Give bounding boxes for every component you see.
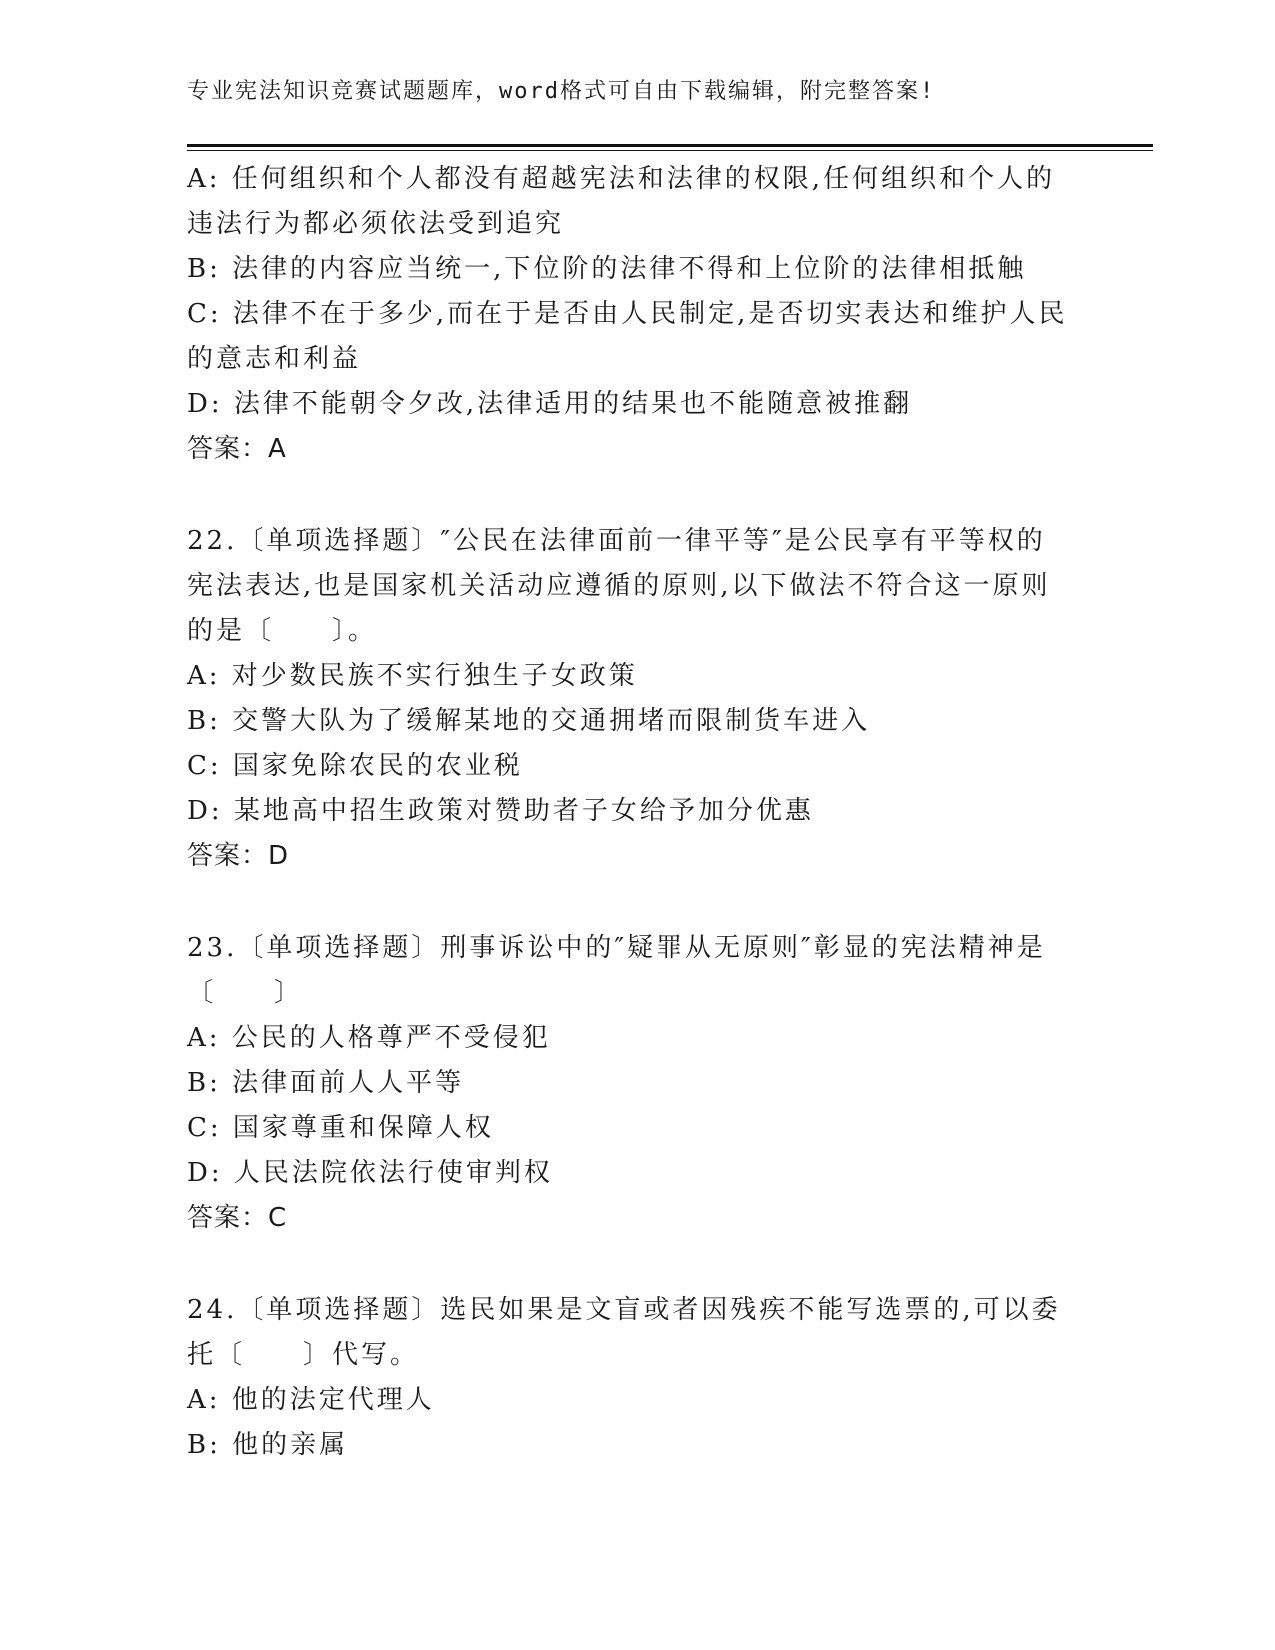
question-stem-line-1: 22.〔单项选择题〕″公民在法律面前一律平等″是公民享有平等权的: [187, 526, 1046, 556]
question-stem-line-2: 托〔 〕代写。: [187, 1340, 420, 1370]
spacer: [187, 1241, 1087, 1288]
option-c: C: 国家尊重和保障人权: [187, 1113, 494, 1143]
header-rule-thin: [187, 150, 1153, 151]
option-a: A: 对少数民族不实行独生子女政策: [187, 661, 638, 691]
answer: 答案：C: [187, 1203, 288, 1233]
spacer: [187, 472, 1087, 519]
option-a: A: 他的法定代理人: [187, 1385, 435, 1415]
option-a-line-2: 违法行为都必须依法受到追究: [187, 209, 565, 239]
question-stem-line-2: 〔 〕: [187, 978, 304, 1008]
page-header: 专业宪法知识竞赛试题题库，word格式可自由下载编辑，附完整答案!: [187, 79, 936, 104]
option-b: B: 交警大队为了缓解某地的交通拥堵而限制货车进入: [187, 706, 871, 736]
option-a-line-1: A: 任何组织和个人都没有超越宪法和法律的权限,任何组织和个人的: [187, 164, 1056, 194]
question-stem-line-2: 宪法表达,也是国家机关活动应遵循的原则,以下做法不符合这一原则: [187, 571, 1051, 601]
question-content: [187, 157, 1087, 1468]
question-stem-line-3: 的是〔 〕。: [187, 616, 378, 646]
question-21-block: [187, 157, 1087, 472]
option-d: D: 某地高中招生政策对赞助者子女给予加分优惠: [187, 796, 814, 826]
question-23-block: [187, 926, 1087, 1241]
question-22-block: [187, 519, 1087, 879]
answer: 答案：D: [187, 841, 290, 871]
option-d: D: 法律不能朝令夕改,法律适用的结果也不能随意被推翻: [187, 389, 913, 419]
question-24-block: [187, 1288, 1087, 1468]
option-b: B: 他的亲属: [187, 1430, 349, 1460]
spacer: [187, 879, 1087, 926]
option-c-line-1: C: 法律不在于多少,而在于是否由人民制定,是否切实表达和维护人民: [187, 299, 1068, 329]
option-d: D: 人民法院依法行使审判权: [187, 1158, 553, 1188]
option-b: B: 法律面前人人平等: [187, 1068, 465, 1098]
question-stem-line-1: 24.〔单项选择题〕选民如果是文盲或者因残疾不能写选票的,可以委: [187, 1295, 1061, 1325]
option-b: B: 法律的内容应当统一,下位阶的法律不得和上位阶的法律相抵触: [187, 254, 1027, 284]
option-c: C: 国家免除农民的农业税: [187, 751, 523, 781]
question-stem-line-1: 23.〔单项选择题〕刑事诉讼中的″疑罪从无原则″彰显的宪法精神是: [187, 933, 1046, 963]
option-c-line-2: 的意志和利益: [187, 344, 362, 374]
header-rule-thick: [187, 144, 1153, 147]
answer: 答案：A: [187, 434, 287, 464]
option-a: A: 公民的人格尊严不受侵犯: [187, 1023, 551, 1053]
